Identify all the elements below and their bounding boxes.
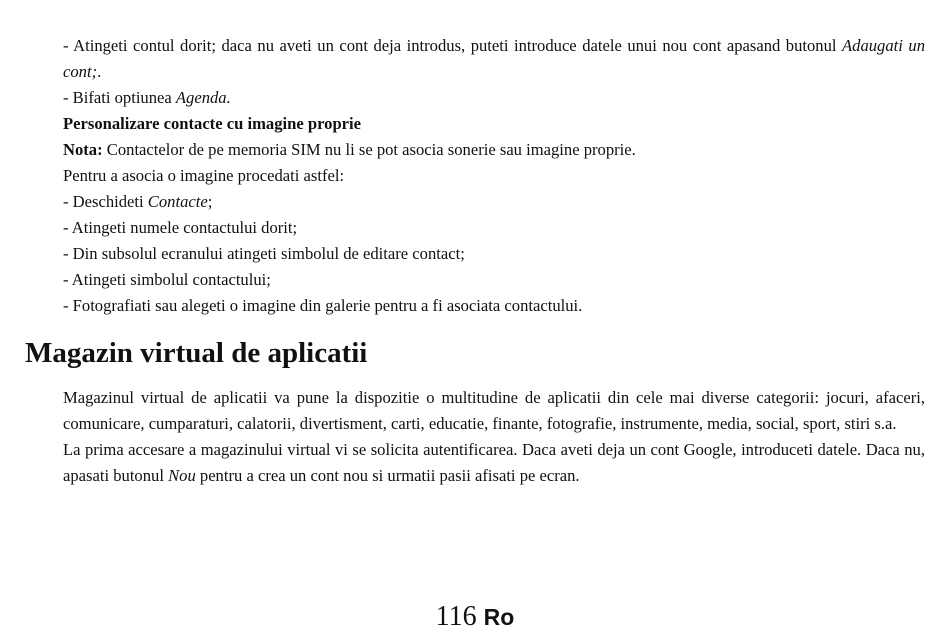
step-select-account: - Atingeti contul dorit; daca nu aveti un cont deja introdus, puteti introduce datele unui nou cont apasand butonul Adaugati un cont;.	[63, 36, 925, 81]
step-choose-photo: - Fotografiati sau alegeti o imagine din galerie pentru a fi asociata contactului.	[63, 296, 583, 315]
note-label: Nota:	[63, 140, 103, 159]
app-store-login-instructions: La prima accesare a magazinului virtual vi se solicita autentificarea. Daca aveti deja un cont Google, introduceti datele. Daca nu, apasati butonul Nou pentru a crea un cont nou si urmatii pasii afisati pe ecran.	[63, 440, 925, 485]
page-footer	[0, 600, 950, 634]
new-button-label: Nou	[168, 466, 196, 485]
contacts-label: Contacte	[147, 192, 208, 211]
procedure-intro: Pentru a asocia o imagine procedati astfel:	[63, 166, 345, 185]
step-check-agenda: - Bifati optiunea Agenda.	[63, 88, 231, 107]
app-store-description: Magazinul virtual de aplicatii va pune la dispozitie o multitudine de aplicatii din cele mai diverse categorii: jocuri, afaceri, comunicare, cumparaturi, calatorii, divertisment, carti, educatie, finante, fotografie, instrumente, media, social, sport, stiri s.a.	[63, 388, 925, 433]
language-code: Ro	[483, 604, 515, 630]
step-touch-contact-symbol: - Atingeti simbolul contactului;	[63, 270, 271, 289]
agenda-label: Agenda.	[175, 88, 231, 107]
note	[25, 137, 925, 163]
step-touch-contact-name: - Atingeti numele contactului dorit;	[63, 218, 298, 237]
add-account-label: Adaugati un cont;	[63, 36, 925, 81]
step-edit-contact: - Din subsolul ecranului atingeti simbolul de editare contact;	[63, 244, 465, 263]
subheading-contact-image: Personalizare contacte cu imagine proprie	[63, 114, 362, 133]
step-open-contacts: - Deschideti Contacte;	[63, 192, 213, 211]
note-text: Contactelor de pe memoria SIM nu li se pot asocia sonerie sau imagine proprie.	[102, 140, 636, 159]
section-heading-app-store: Magazin virtual de aplicatii	[25, 337, 368, 369]
document-page	[25, 33, 925, 489]
page-number: 116	[435, 601, 477, 632]
